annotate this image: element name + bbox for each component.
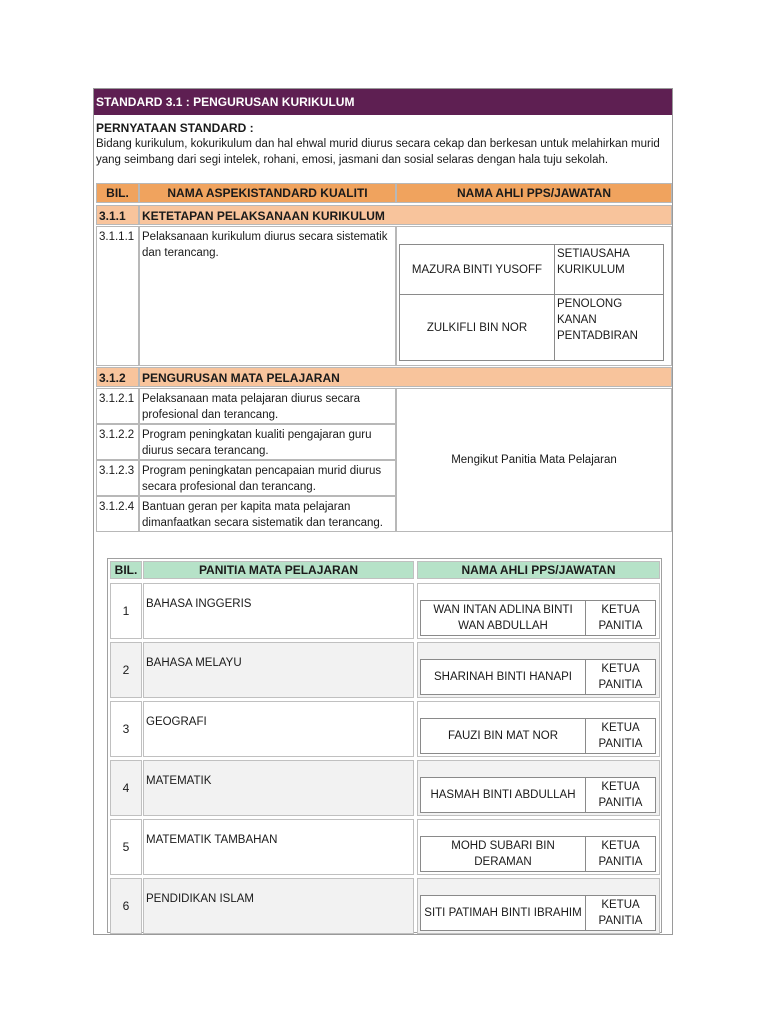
panitia-row-members [417, 760, 660, 816]
panitia-table [107, 558, 662, 933]
panitia-row-bil: 6 [110, 878, 142, 934]
member-post: KETUA PANITIA [585, 836, 656, 872]
member-post: KETUA PANITIA [585, 600, 656, 636]
main-header-bil: BIL. [96, 183, 139, 203]
members-note: Mengikut Panitia Mata Pelajaran [396, 388, 672, 532]
statement-body: Bidang kurikulum, kokurikulum dan hal ehwal murid diurus secara cekap dan berkesan untuk melahirkan murid yang seimbang dari segi intelek, rohani, emosi, jasmani dan sosial selaras dengan hala tuju sekolah. [96, 138, 660, 166]
panitia-row-subject: GEOGRAFI [143, 701, 414, 757]
item-number: 3.1.1.1 [96, 226, 139, 366]
item-text: Pelaksanaan kurikulum diurus secara sistematik dan terancang. [139, 226, 396, 366]
document-page [93, 88, 673, 935]
item-text: Program peningkatan pencapaian murid diurus secara profesional dan terancang. [139, 460, 396, 496]
member-post: KETUA PANITIA [585, 659, 656, 695]
member-name: ZULKIFLI BIN NOR [399, 294, 555, 361]
member-post: KETUA PANITIA [585, 777, 656, 813]
panitia-row-members [417, 583, 660, 639]
statement-title: PERNYATAAN STANDARD : [96, 121, 254, 135]
panitia-row-members [417, 878, 660, 934]
panitia-row-members [417, 642, 660, 698]
item-text: Pelaksanaan mata pelajaran diurus secara profesional dan terancang. [139, 388, 396, 424]
item-text: Program peningkatan kualiti pengajaran guru diurus secara terancang. [139, 424, 396, 460]
member-name: HASMAH BINTI ABDULLAH [420, 777, 586, 813]
section-number: 3.1.2 [96, 367, 139, 387]
panitia-row-bil: 2 [110, 642, 142, 698]
standard-title: STANDARD 3.1 : PENGURUSAN KURIKULUM [94, 89, 672, 115]
section-title: PENGURUSAN MATA PELAJARAN [139, 367, 672, 387]
member-name: MAZURA BINTI YUSOFF [399, 244, 555, 295]
member-name: FAUZI BIN MAT NOR [420, 718, 586, 754]
panitia-row-bil: 3 [110, 701, 142, 757]
member-post: SETIAUSAHA KURIKULUM [554, 244, 664, 295]
member-name: SITI PATIMAH BINTI IBRAHIM [420, 895, 586, 931]
panitia-header-subject: PANITIA MATA PELAJARAN [143, 561, 414, 579]
panitia-row-subject: PENDIDIKAN ISLAM [143, 878, 414, 934]
panitia-row-bil: 5 [110, 819, 142, 875]
section-number: 3.1.1 [96, 205, 139, 225]
main-header-aspect: NAMA ASPEKISTANDARD KUALITI [139, 183, 396, 203]
item-number: 3.1.2.1 [96, 388, 139, 424]
member-post: PENOLONG KANAN PENTADBIRAN [554, 294, 664, 361]
section-title: KETETAPAN PELAKSANAAN KURIKULUM [139, 205, 672, 225]
panitia-row-subject: BAHASA INGGERIS [143, 583, 414, 639]
member-post: KETUA PANITIA [585, 895, 656, 931]
main-header-members: NAMA AHLI PPS/JAWATAN [396, 183, 672, 203]
item-number: 3.1.2.4 [96, 496, 139, 532]
member-name: MOHD SUBARI BIN DERAMAN [420, 836, 586, 872]
member-name: SHARINAH BINTI HANAPI [420, 659, 586, 695]
item-text: Bantuan geran per kapita mata pelajaran dimanfaatkan secara sistematik dan terancang. [139, 496, 396, 532]
panitia-header-bil: BIL. [110, 561, 142, 579]
members-cell [396, 226, 672, 366]
member-name: WAN INTAN ADLINA BINTI WAN ABDULLAH [420, 600, 586, 636]
item-number: 3.1.2.3 [96, 460, 139, 496]
panitia-row-bil: 4 [110, 760, 142, 816]
panitia-row-subject: MATEMATIK TAMBAHAN [143, 819, 414, 875]
panitia-row-subject: BAHASA MELAYU [143, 642, 414, 698]
item-number: 3.1.2.2 [96, 424, 139, 460]
panitia-row-members [417, 701, 660, 757]
member-post: KETUA PANITIA [585, 718, 656, 754]
panitia-row-subject: MATEMATIK [143, 760, 414, 816]
panitia-row-bil: 1 [110, 583, 142, 639]
panitia-header-members: NAMA AHLI PPS/JAWATAN [417, 561, 660, 579]
panitia-row-members [417, 819, 660, 875]
